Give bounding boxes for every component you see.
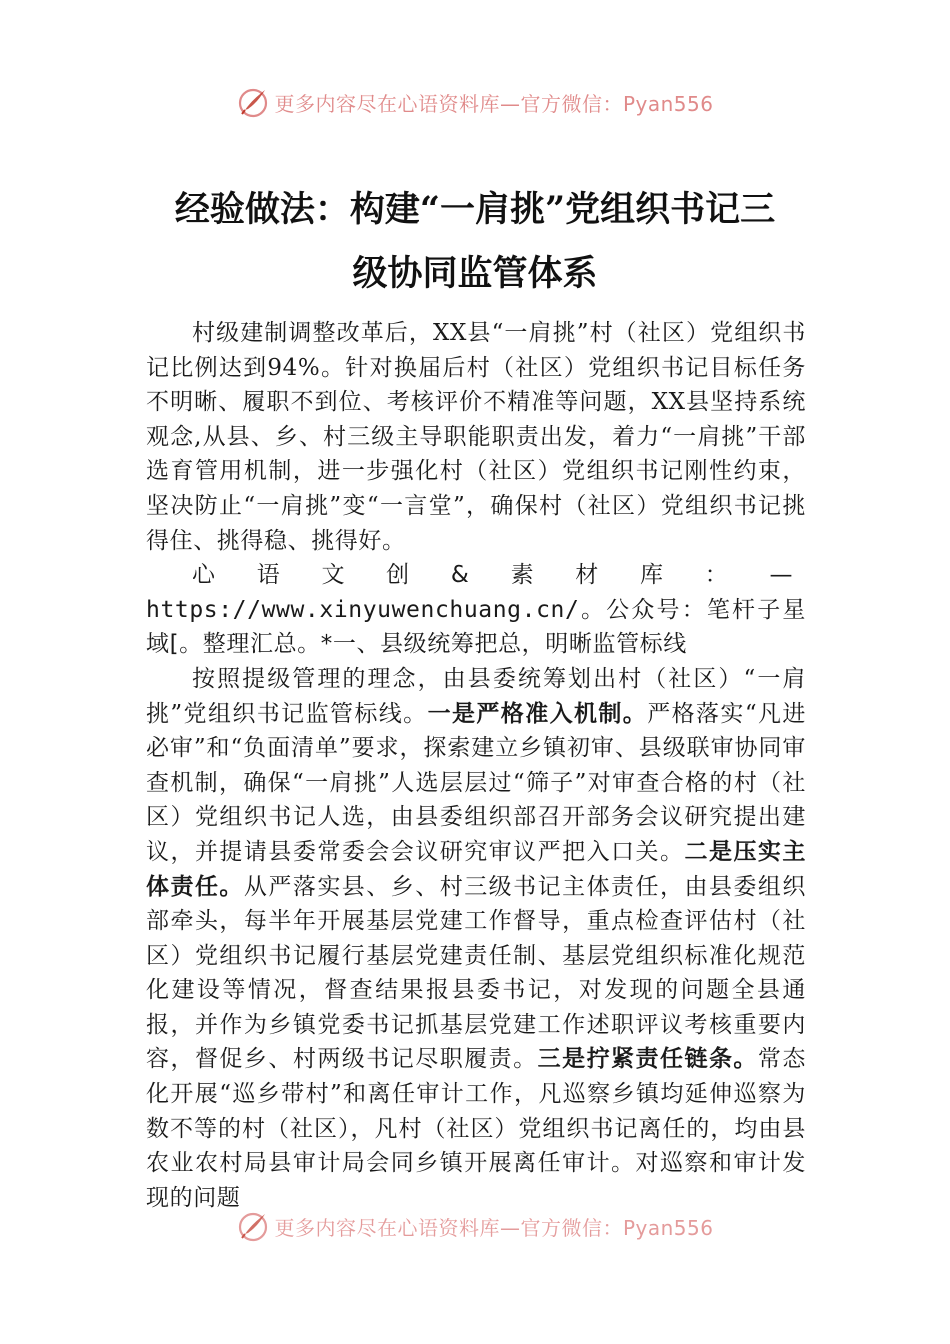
watermark-header bbox=[0, 82, 950, 122]
source-url-link[interactable]: https://www.xinyuwenchuang.cn/ bbox=[146, 596, 580, 623]
article-title bbox=[140, 178, 810, 306]
title-line-2: 级协同监管体系 bbox=[352, 253, 598, 294]
watermark-footer bbox=[0, 1206, 950, 1246]
article-body bbox=[146, 316, 806, 1215]
source-prefix: 心语文创&素材库：— bbox=[192, 562, 806, 589]
highlight-three: 三是拧紧责任链条。 bbox=[537, 1046, 758, 1073]
section-one-text-a: 严格落实“凡进必审”和“负面清单”要求，探索建立乡镇初审、县级联审协同审查机制，确保“一肩挑”人选层层过“筛子”对审查合格的村（社区）党组织书记人选，由县委组织部召开部务会议研究提出建议，并提请县委常委会会议研究审议严把入口关。 bbox=[146, 700, 806, 865]
section-one-paragraph bbox=[146, 662, 806, 1216]
quill-logo-icon bbox=[236, 1209, 270, 1243]
source-suffix: 。公众号：笔杆子星域[。整理汇总。*一、县级统筹把总，明晰监管标线 bbox=[146, 596, 806, 658]
intro-paragraph: 村级建制调整改革后，XX县“一肩挑”村（社区）党组织书记比例达到94%。针对换届后村（社区）党组织书记目标任务不明晰、履职不到位、考核评价不精准等问题，XX县坚持系统观念,从县、乡、村三级主导职能职责出发，着力“一肩挑”干部选育管用机制，进一步强化村（社区）党组织书记刚性约束，坚决防止“一肩挑”变“一言堂”，确保村（社区）党组织书记挑得住、挑得稳、挑得好。 bbox=[146, 320, 806, 554]
watermark-text: 更多内容尽在心语资料库—官方微信：Pyan556 bbox=[274, 1215, 714, 1240]
title-line-1: 经验做法：构建“一肩挑”党组织书记三 bbox=[174, 189, 776, 230]
section-one-text-b: 从严落实县、乡、村三级书记主体责任，由县委组织部牵头，每半年开展基层党建工作督导，重点检查评估村（社区）党组织书记履行基层党建责任制、基层党组织标准化规范化建设等情况，督查结果报县委书记，对发现的问题全县通报，并作为乡镇党委书记抓基层党建工作述职评议考核重要内容，督促乡、村两级书记尽职履责。 bbox=[146, 873, 806, 1073]
highlight-one: 一是严格准入机制。 bbox=[427, 700, 648, 727]
section-one-intro: 按照提级管理的理念，由县委统筹划出村（社区）“一肩挑”党组织书记监管标线。 bbox=[146, 665, 806, 727]
source-paragraph bbox=[146, 558, 806, 662]
watermark-text: 更多内容尽在心语资料库—官方微信：Pyan556 bbox=[274, 91, 714, 116]
section-one-text-c: 常态化开展“巡乡带村”和离任审计工作，凡巡察乡镇均延伸巡察为数不等的村（社区），凡村（社区）党组织书记离任的，均由县农业农村局县审计局会同乡镇开展离任审计。对巡察和审计发现的问题 bbox=[146, 1046, 806, 1211]
highlight-two: 二是压实主体责任。 bbox=[146, 838, 807, 900]
quill-logo-icon bbox=[236, 85, 270, 119]
